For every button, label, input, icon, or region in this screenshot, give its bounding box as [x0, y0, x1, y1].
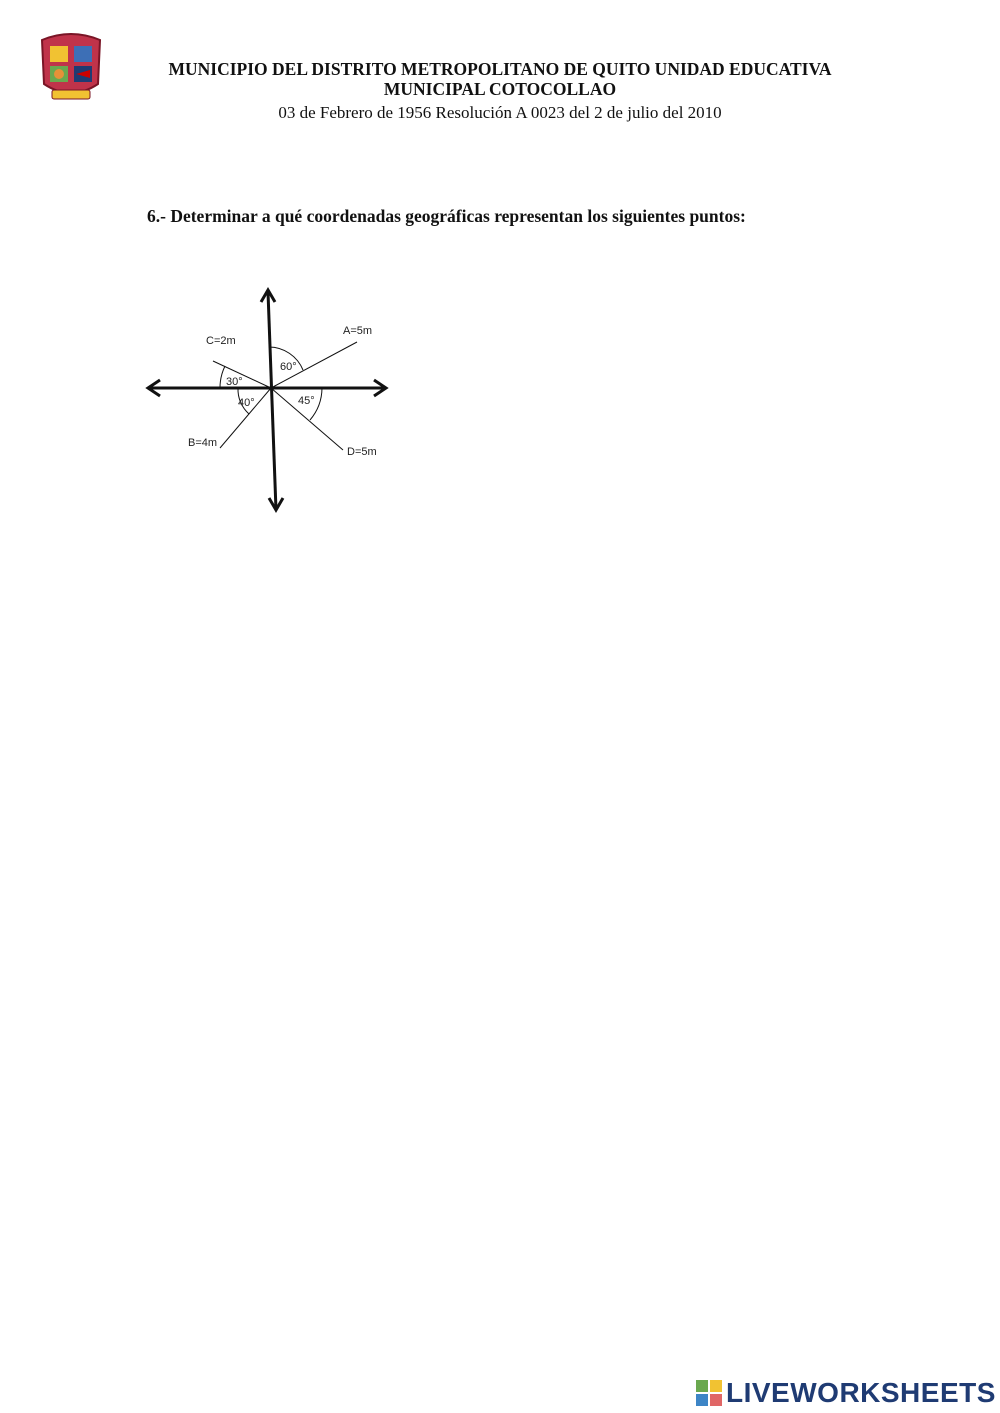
- arc-c: [220, 366, 225, 388]
- heading-line-2: MUNICIPAL COTOCOLLAO: [383, 79, 617, 99]
- angle-d: 45°: [298, 395, 315, 407]
- school-crest-logo: [32, 26, 110, 108]
- coordinate-diagram: [140, 280, 400, 520]
- liveworksheets-brand-text: LIVEWORKSHEETS: [726, 1377, 996, 1408]
- question-text: 6.- Determinar a qué coordenadas geográficas representan los siguientes puntos:: [147, 206, 746, 226]
- angle-a: 60°: [280, 361, 297, 373]
- heading-line-1: MUNICIPIO DEL DISTRITO METROPOLITANO DE QUITO UNIDAD EDUCATIVA: [168, 59, 832, 79]
- angle-b: 40°: [238, 397, 255, 409]
- label-c: C=2m: [206, 335, 236, 347]
- liveworksheets-icon: [696, 1380, 722, 1406]
- label-b: B=4m: [188, 437, 218, 449]
- angle-c: 30°: [226, 376, 243, 388]
- label-d: D=5m: [347, 446, 377, 458]
- liveworksheets-logo: [696, 1376, 996, 1410]
- school-name-heading: [100, 59, 900, 99]
- label-a: A=5m: [343, 325, 373, 337]
- vertical-axis: [268, 292, 276, 510]
- resolution-subheading: 03 de Febrero de 1956 Resolución A 0023 del 2 de julio del 2010: [278, 103, 722, 122]
